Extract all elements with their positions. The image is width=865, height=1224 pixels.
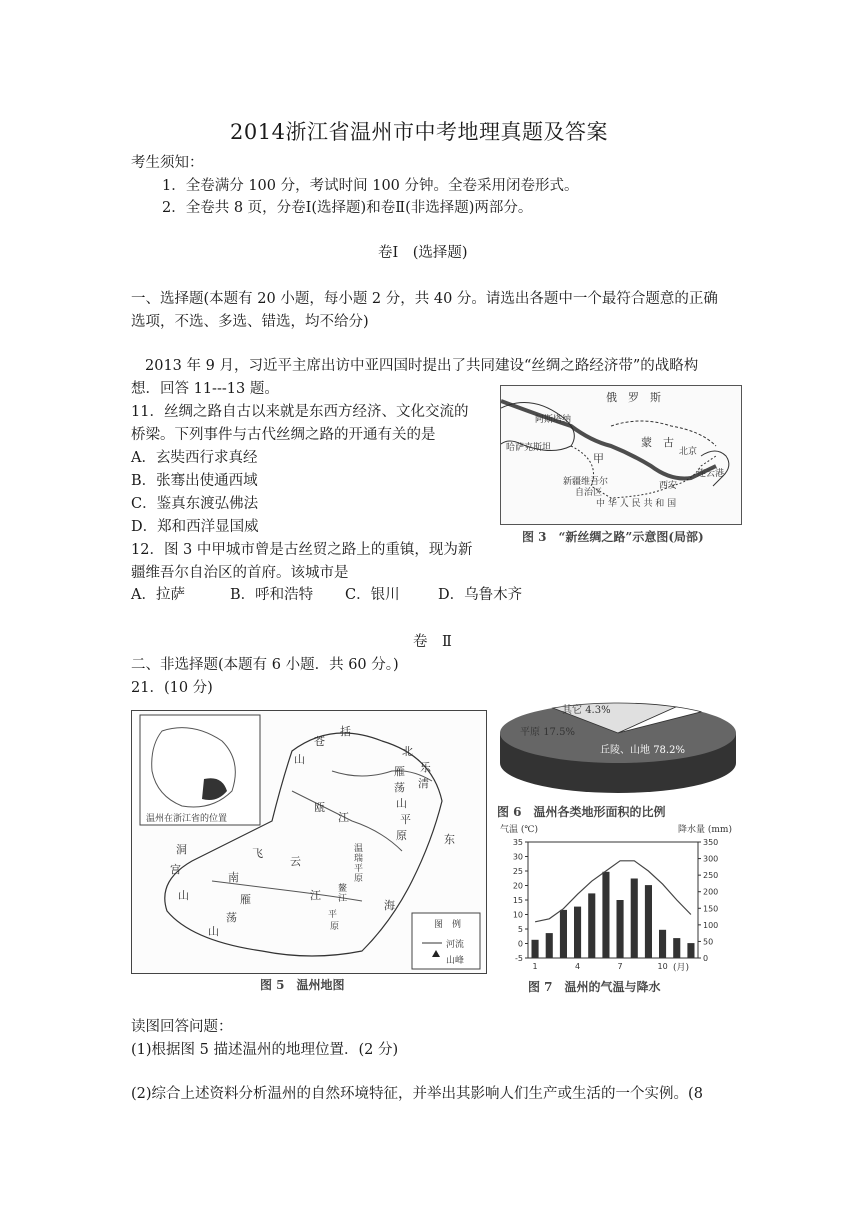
fig3-label: 阿斯塔纳 [535,415,572,425]
y-right-tick-label: 50 [703,937,714,947]
y-left-tick-label: 5 [517,925,523,934]
fig7-plot [498,820,743,970]
fig6-caption: 图 6 温州各类地形面积的比例 [497,805,666,819]
section1-line1: 一、选择题(本题有 20 小题，每小题 2 分，共 40 分。请选出各题中一个最符合题意的正确 [131,291,718,307]
fig3-label: 哈萨克斯坦 [506,443,552,453]
fig6-label-plain: 平原 17.5% [520,727,575,738]
fig5-legend-title: 图 例 [434,920,462,930]
y-right-tick-label: 100 [703,920,719,930]
fig5-label: 括 [340,725,351,738]
plot-frame [528,842,698,958]
fig7-ylabel-left: 气温 (℃) [500,825,538,835]
q11-stem: 桥梁。下列事件与古代丝绸之路的开通有关的是 [131,427,436,443]
q12-option-c: C．银川 [345,587,400,603]
fig5-label: 宫 [170,863,181,876]
notice-heading: 考生须知： [131,155,204,171]
y-left-tick-label: -5 [515,954,523,963]
fig5-label: 平 [400,813,411,826]
precip-bar [588,893,595,958]
fig5-label: 苍 [314,735,325,748]
q11-option-b: B．张骞出使通西域 [131,473,258,489]
fig5-label: 山 [396,797,407,810]
fig3-label: 连云港 [697,469,725,479]
fig5-label: 山 [208,925,219,938]
fig7-x-unit: (月) [673,963,690,973]
fig3-label: 北京 [679,447,698,457]
fig5-label: 山 [294,753,305,766]
precip-bar [687,943,694,958]
fig5-label: 雁 [240,893,251,906]
y-left-tick-label: 15 [512,896,523,905]
y-right-tick-label: 0 [703,954,709,963]
read-instruction: 读图回答问题： [131,1019,233,1035]
fig5-label: 瑞 [354,854,364,864]
y-right-tick-label: 150 [703,904,719,914]
precip-bar [574,907,581,958]
fig5-label: 平 [354,864,364,874]
fig3-label: 自治区 [575,488,603,498]
precip-bar [546,933,553,958]
notice-item: 1．全卷满分 100 分，考试时间 100 分钟。全卷采用闭卷形式。 [162,178,579,194]
fig7-ylabel-right: 降水量 (mm) [678,825,732,835]
fig5-label: 江 [338,811,349,824]
q11-option-c: C．鉴真东渡弘佛法 [131,496,259,512]
page-title: 2014浙江省温州市中考地理真题及答案 [230,120,608,144]
fig3-caption: 图 3 “新丝绸之路”示意图(局部) [522,530,704,544]
precip-bar [532,940,539,958]
y-left-tick-label: 10 [512,910,523,920]
fig5-label: 乐 [420,761,431,774]
fig5-legend-peak: 山峰 [446,956,465,966]
fig5-label: 江 [310,889,321,902]
q12-option-b: B．呼和浩特 [230,587,314,603]
y-right-tick-label: 300 [703,854,719,864]
q11-stem: 11．丝绸之路自古以来就是东西方经济、文化交流的 [131,404,469,420]
fig5-label: 荡 [226,911,237,924]
fig5-label: 南 [228,871,239,884]
precip-bar [617,900,624,958]
fig5-inset-label: 温州在浙江省的位置 [146,814,228,824]
x-tick-label: 1 [532,962,538,970]
y-right-tick-label: 350 [703,838,719,847]
fig3-label: 蒙 古 [641,436,674,449]
section2: 二、非选择题(本题有 6 小题．共 60 分。) [131,657,399,673]
temperature-line [535,861,691,922]
fig5-label: 瓯 [314,801,325,814]
fig5-label: 清 [418,777,429,790]
sub-question-1: (1)根据图 5 描述温州的地理位置．(2 分) [131,1042,399,1058]
fig5-label: 鳌 [338,884,348,894]
q12-stem: 12．图 3 中甲城市曾是古丝贸之路上的重镇，现为新 [131,542,473,558]
fig5-label: 飞 [252,847,263,860]
q12-option-a: A．拉萨 [131,587,185,603]
fig5-label: 东 [444,833,455,846]
fig3-label: 新疆维吾尔 [563,477,609,487]
x-tick-label: 4 [575,962,581,970]
fig3-label: 俄 罗 斯 [606,391,661,404]
notice-item: 2．全卷共 8 页，分卷Ⅰ(选择题)和卷Ⅱ(非选择题)两部分。 [162,200,533,216]
q21-label: 21．(10 分) [131,680,213,696]
part2-heading: 卷 Ⅱ [413,634,452,650]
intro-line2: 想．回答 11---13 题。 [131,381,279,397]
fig5-label: 江 [338,894,348,904]
fig5-map [131,710,487,974]
fig5-label: 原 [396,829,407,842]
fig5-label: 洞 [176,843,187,856]
x-tick-label: 7 [617,962,623,970]
fig5-label: 原 [330,922,340,932]
fig7-chart [498,820,743,973]
fig6-chart [490,695,745,800]
precip-bar [560,910,567,958]
q12-option-d: D．乌鲁木齐 [438,587,523,603]
fig3-label: 中 华 人 民 共 和 国 [596,499,677,509]
precip-bar [659,930,666,958]
fig7-caption: 图 7 温州的气温与降水 [528,980,661,994]
q11-option-a: A．玄奘西行求真经 [131,450,258,466]
fig6-label-other: 其它 4.3% [562,705,611,716]
fig5-label: 北 [402,745,413,758]
fig3-label: 西安 [659,481,678,491]
y-left-tick-label: 20 [512,881,523,891]
fig3-map [500,385,742,525]
intro-line1: 2013 年 9 月，习近平主席出访中亚四国时提出了共同建设“丝绸之路经济带”的战略构 [145,358,699,374]
y-left-tick-label: 25 [512,867,523,876]
y-right-tick-label: 200 [703,887,719,897]
fig6-label-hills: 丘陵、山地 78.2% [600,745,685,756]
q12-stem: 疆维吾尔自治区的首府。该城市是 [131,565,349,581]
fig5-label: 山 [178,889,189,902]
y-left-tick-label: 35 [512,838,523,847]
q11-option-d: D．郑和西洋显国威 [131,519,259,535]
part1-heading: 卷Ⅰ (选择题) [378,245,468,261]
y-left-tick-label: 30 [512,852,523,862]
x-tick-label: 10 [657,962,668,970]
precip-bar [673,938,680,958]
fig5-label: 雁 [394,765,405,778]
fig5-label: 平 [328,910,338,920]
precip-bar [631,879,638,959]
precip-bar [645,885,652,958]
y-left-tick-label: 0 [517,939,523,949]
fig5-caption: 图 5 温州地图 [260,978,345,992]
fig5-label: 荡 [394,781,405,794]
precip-bar [602,872,609,958]
y-right-tick-label: 250 [703,871,719,881]
fig5-label: 温 [354,844,364,854]
fig5-label: 原 [354,874,364,884]
section1-line2: 选项，不选、多选、错选，均不给分) [131,314,369,330]
sub-question-2: (2)综合上述资料分析温州的自然环境特征，并举出其影响人们生产或生活的一个实例。(8 [131,1086,703,1102]
fig5-label: 云 [290,855,301,868]
fig5-legend-river: 河流 [446,940,465,950]
fig5-label: 海 [384,899,395,912]
fig3-label: 甲 [593,452,604,465]
